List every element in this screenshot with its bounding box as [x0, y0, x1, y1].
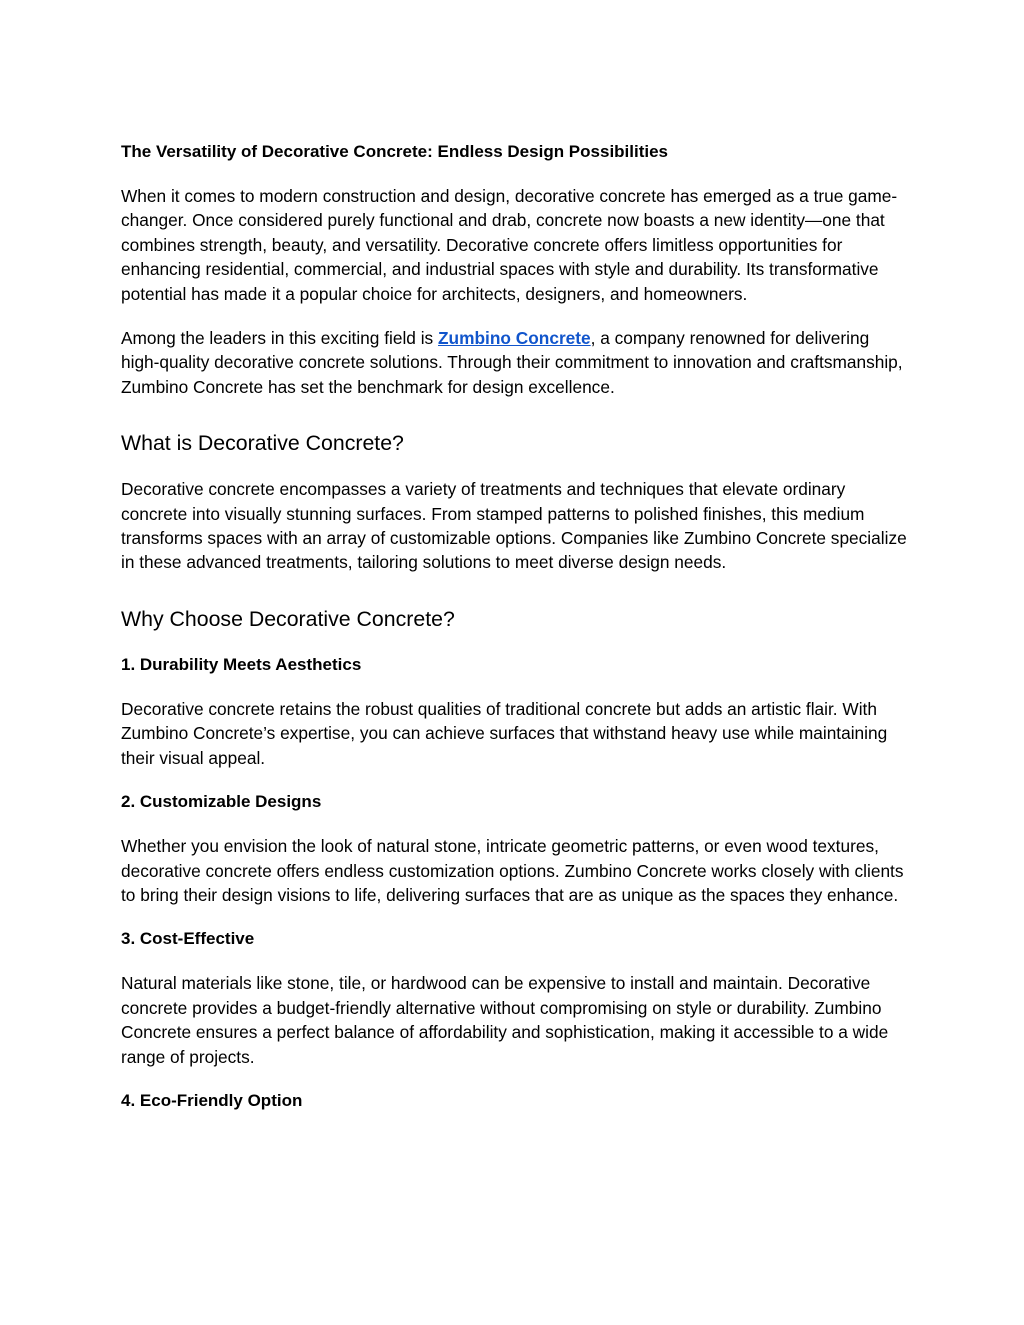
eco-friendly-heading: 4. Eco-Friendly Option: [121, 1090, 303, 1110]
what-is-heading: What is Decorative Concrete?: [121, 431, 404, 456]
durability-paragraph: Decorative concrete retains the robust qualities of traditional concrete but adds an artistic flair. With Zumbino Concrete’s expertise, you can achieve surfaces that withstand heavy use while maintaining their visual appeal.: [121, 698, 888, 768]
cost-effective-paragraph: Natural materials like stone, tile, or hardwood can be expensive to install and maintain. Decorative concrete provides a budget-friendly alternative without compromising on style or durability. Zumbino Concrete ensures a perfect balance of affordability and sophistication, making it accessible to a wide range of projects.: [121, 973, 889, 1067]
customizable-paragraph: Whether you envision the look of natural stone, intricate geometric patterns, or even wood textures, decorative concrete offers endless customization options. Zumbino Concrete works closely with clients to bring their design visions to life, delivering surfaces that are as unique as the spaces they enhance.: [121, 836, 904, 905]
intro-paragraph: When it comes to modern construction and design, decorative concrete has emerged as a true game-changer. Once considered purely functional and drab, concrete now boasts a new identity—one that combines strength, beauty, and versatility. Decorative concrete offers limitless opportunities for enhancing residential, commercial, and industrial spaces with style and durability. Its transformative potential has made it a popular choice for architects, designers, and homeowners.: [121, 186, 898, 304]
zumbino-concrete-link[interactable]: Zumbino Concrete: [438, 328, 591, 349]
leaders-text-before-link: Among the leaders in this exciting field is: [121, 328, 438, 349]
leaders-text-after-link: , a company renowned for delivering high-quality decorative concrete solutions. Through their commitment to innovation and craftsmanship, Zumbino Concrete has set the benchmark for design excellence.: [121, 328, 903, 397]
why-choose-heading: Why Choose Decorative Concrete?: [121, 606, 455, 631]
document-page: [121, 140, 911, 1133]
what-is-paragraph: Decorative concrete encompasses a variety of treatments and techniques that elevate ordinary concrete into visually stunning surfaces. From stamped patterns to polished finishes, this medium transforms spaces with an array of customizable options. Companies like Zumbino Concrete specialize in these advanced treatments, tailoring solutions to meet diverse design needs.: [121, 479, 907, 573]
cost-effective-heading: 3. Cost-Effective: [121, 929, 255, 949]
document-title: The Versatility of Decorative Concrete: Endless Design Possibilities: [121, 142, 669, 161]
durability-heading: 1. Durability Meets Aesthetics: [121, 654, 362, 674]
leaders-paragraph: [121, 326, 911, 399]
customizable-heading: 2. Customizable Designs: [121, 792, 322, 812]
